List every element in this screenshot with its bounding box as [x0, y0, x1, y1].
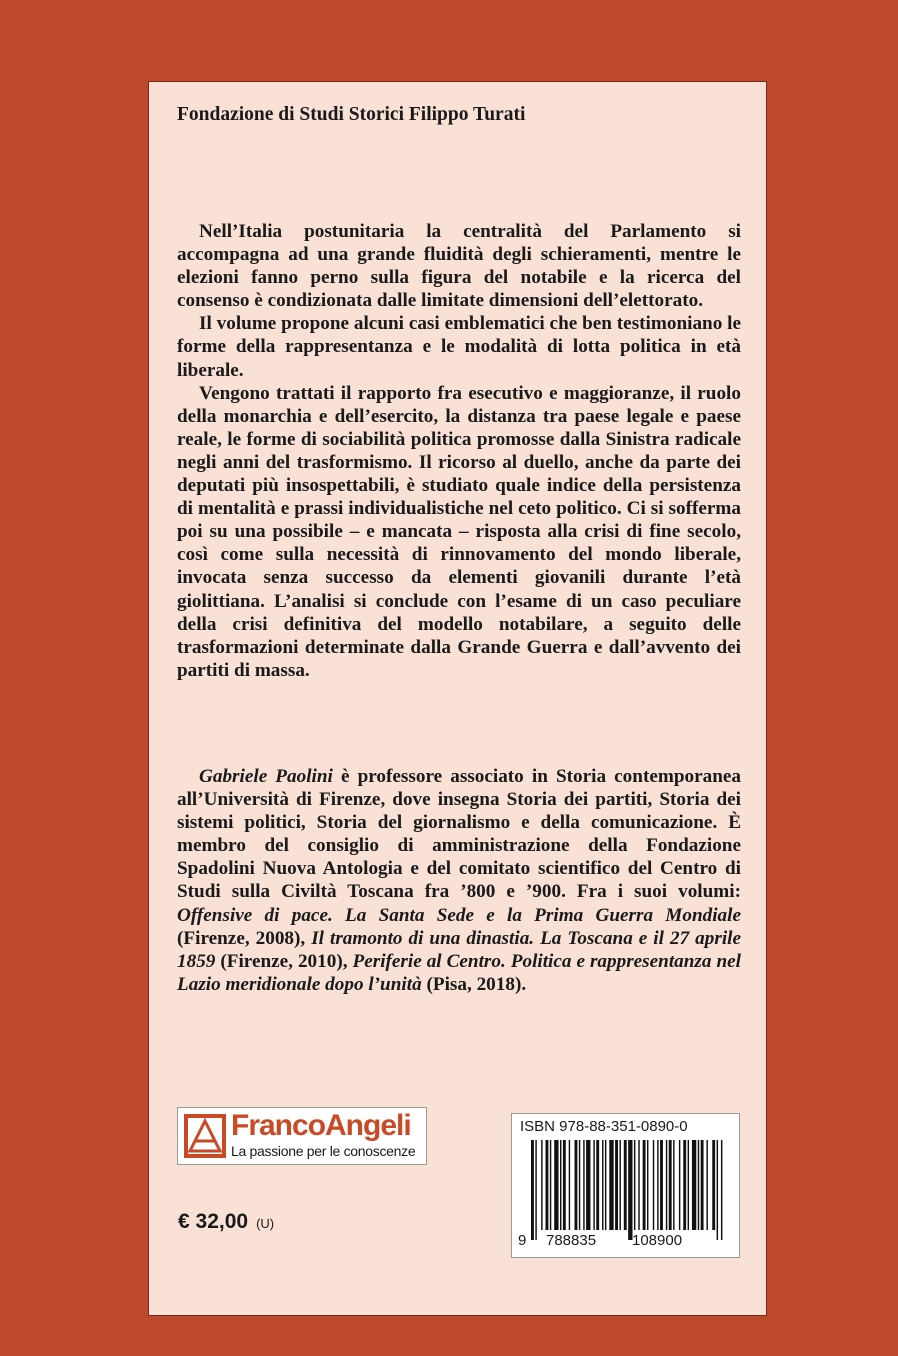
- barcode-icon: [531, 1140, 723, 1240]
- publisher-logo: [177, 1107, 427, 1165]
- francoangeli-mark-icon: [184, 1114, 226, 1158]
- book-description: [177, 220, 741, 682]
- book-title-2: Il tramonto di una dinastia. La Toscana e il 27 aprile 1859: [177, 927, 741, 972]
- book-2-publication: (Firenze, 2010),: [215, 950, 353, 972]
- author-bio-paragraph: [177, 765, 741, 996]
- price-code: (U): [256, 1216, 275, 1231]
- book-1-publication: (Firenze, 2008),: [177, 927, 312, 949]
- back-cover-panel: [148, 81, 767, 1316]
- price: [178, 1210, 274, 1234]
- description-paragraph-2: Il volume propone alcuni casi emblematici che ben testimoniano le forme della rappresentanza e le modalità di lotta politica in età liberale.: [177, 313, 741, 381]
- description-paragraph-3: Vengono trattati il rapporto fra esecutivo e maggioranze, il ruolo della monarchia e dell’esercito, la distanza tra paese legale e paese reale, le forme di sociabilità politica promosse dalla Sinistra radicale negli anni del trasformismo. Il ricorso al duello, anche da parte dei deputati più insospettabili, è studiato quale indice della persistenza di mentalità e prassi individualistiche nel ceto politico. Ci si sofferma poi su una possibile – e mancata – risposta alla crisi di fine secolo, così come sulla necessità di rinnovamento del mondo liberale, invocata senza successo da elementi giovanili durante l’età giolittiana. L’analisi si conclude con l’esame di un caso peculiare della crisi definitiva del modello notabilare, a seguito delle trasformazioni determinate dalla Grande Guerra e dall’avvento dei partiti di massa.: [177, 382, 741, 681]
- author-bio: [177, 765, 741, 996]
- author-name: Gabriele Paolini: [199, 766, 333, 787]
- description-paragraph-1: Nell’Italia postunitaria la centralità del Parlamento si accompagna ad una grande fluidità degli schieramenti, mentre le elezioni fanno perno sulla figura del notabile e la ricerca del consenso è condizionata dalle limitate dimensioni dell’elettorato.: [177, 221, 741, 312]
- barcode-lead-digit: 9: [518, 1232, 527, 1249]
- isbn-label: ISBN 978-88-351-0890-0: [520, 1118, 688, 1135]
- publisher-tagline: La passione per le conoscenze: [231, 1143, 416, 1159]
- barcode-left-digits: 788835: [546, 1232, 597, 1249]
- book-title-3: Periferie al Centro. Politica e rappresentanza nel Lazio meridionale dopo l’unità: [177, 950, 741, 995]
- price-amount: € 32,00: [178, 1210, 249, 1233]
- bio-text: è professore associato in Storia contemporanea all’Università di Firenze, dove insegna Storia dei partiti, Storia dei sistemi politici, Storia del giornalismo e della comunicazione. È membro del consiglio di amministrazione della Fondazione Spadolini Nuova Antologia e del comitato scientifico del Centro di Studi sulla Civiltà Toscana fra ’800 e ’900. Fra i suoi volumi:: [177, 766, 741, 903]
- isbn-barcode: [511, 1113, 740, 1258]
- barcode-right-digits: 108900: [632, 1232, 683, 1249]
- book-3-publication: (Pisa, 2018).: [421, 973, 527, 995]
- book-title-1: Offensive di pace. La Santa Sede e la Prima Guerra Mondiale: [177, 904, 741, 926]
- publisher-name: FrancoAngeli: [231, 1109, 411, 1142]
- foundation-name: Fondazione di Studi Storici Filippo Turati: [177, 104, 526, 125]
